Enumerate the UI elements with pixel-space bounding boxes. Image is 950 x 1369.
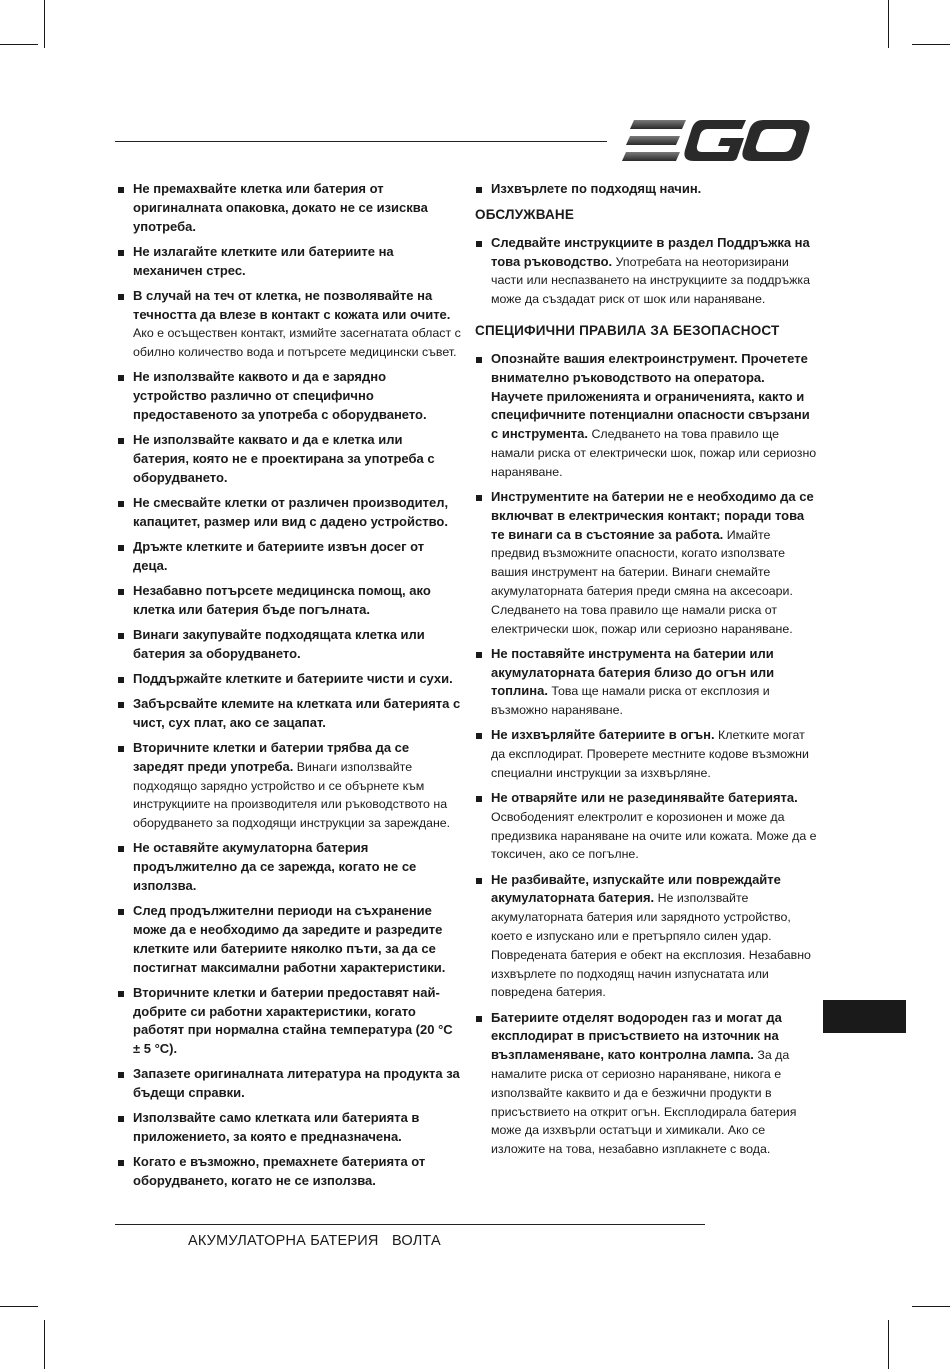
item-bold-text: Следвайте инструкциите в раздел Поддръжка на това ръководство. (491, 234, 810, 269)
item-normal-text: Освободеният електролит е корозионен и може да предизвика нараняване на очите или кожата. Може да е токсичен, ако се погълне. (491, 809, 817, 862)
item-bold-text: Не използвайте каквато и да е клетка или батерия, която не е проектирана за употреба с оборудването. (133, 432, 435, 485)
item-normal-text: Не използвайте акумулаторната батерия или зарядното устройство, което е изпускано или е претърпяло силен удар. Повредената батерия е обект на експлозия. Незабавно изхвърлете по подходящ начин изпуснатата или повредена батерия. (491, 891, 811, 1000)
list-item (475, 1009, 818, 1159)
item-bold-text: Изхвърлете по подходящ начин. (491, 181, 702, 196)
list-item (117, 287, 462, 362)
item-bold-text: Не отваряйте или не разединявайте батерията. (491, 790, 798, 806)
right-column (475, 180, 818, 1165)
list-item (117, 1065, 462, 1103)
section-heading-service: ОБСЛУЖВАНЕ (475, 206, 575, 222)
item-normal-text: Клетките могат да експлодират. Проверете местните кодове възможни специални инструкции за изхвърляне. (491, 728, 809, 780)
item-bold-text: Използвайте само клетката или батерията в приложението, за която е предназначена. (133, 1110, 420, 1145)
crop-mark (912, 44, 950, 45)
item-bold-text: Не премахвайте клетка или батерия от оригиналната опаковка, докато не се изисква употреба. (133, 181, 428, 234)
safety-list (475, 350, 818, 1159)
list-item (475, 645, 818, 720)
list-item (117, 243, 462, 281)
item-bold-text: Не поставяйте инструмента на батерии или акумулаторната батерия близо до огън или топлина. (491, 645, 775, 699)
crop-mark (44, 0, 45, 48)
list-item (475, 488, 818, 638)
right-top-list (475, 180, 818, 199)
item-normal-text: Употребата на неоторизирани части или неспазването на инструкциите за поддръжка може да създадат риск от шок или нараняване. (491, 254, 810, 307)
item-bold-text: Забърсвайте клемите на клетката или батерията с чист, сух плат, ако се зацапат. (133, 696, 461, 730)
item-bold-text: Когато е възможно, премахнете батерията от оборудването, когато не се използва. (133, 1154, 426, 1189)
item-bold-text: Не смесвайте клетки от различен производител, капацитет, размер или вид с дадено устройство. (133, 494, 449, 529)
crop-mark (44, 1320, 45, 1369)
item-normal-text: Това ще намали риска от експлозия и възможно нараняване. (491, 684, 770, 718)
list-item (117, 739, 462, 833)
item-bold-text: Вторичните клетки и батерии трябва да се заредят преди употреба. (133, 740, 410, 774)
item-bold-text: Не разбивайте, изпускайте или повреждайте акумулаторната батерия. (491, 871, 781, 906)
list-item (475, 350, 818, 482)
item-bold-text: След продължителни периоди на съхранение може да е необходимо да заредите и разредите клетките или батериите няколко пъти, за да се постигнат максимални работни характеристики. (133, 903, 446, 975)
item-normal-text: Следването на това правило ще намали риска от електрически шок, пожар или сериозно нараняване. (491, 427, 817, 479)
list-item (117, 1109, 462, 1147)
footer-voltage: ВОЛТА (392, 1233, 441, 1249)
list-item (475, 726, 818, 782)
ego-logo (622, 118, 810, 164)
list-item (117, 902, 462, 977)
left-list (117, 180, 462, 1191)
crop-mark (912, 1306, 950, 1307)
item-normal-text: За да намалите риска от сериозно нараняване, никога е използвайте каквито и да е безжични продукти в присъствието на открит огън. Експлодирала батерия може да изхвърли остатъци и химикали. Ако се изложите на това, незабавно изплакнете с вода. (491, 1048, 797, 1157)
item-bold-text: Не изхвърляйте батериите в огън. (491, 727, 715, 743)
list-item (117, 984, 462, 1059)
item-normal-text: Имайте предвид възможните опасности, когато използвате вашия инструмент на батерии. Винаги снемайте акумулаторната батерия преди смяна на аксесоари. Следването на това правило ще намали риска от електрически шок, пожар или сериозно нараняване. (491, 527, 793, 636)
item-bold-text: Не излагайте клетките или батериите на механичен стрес. (133, 243, 394, 278)
page-tab-marker (823, 1000, 906, 1033)
list-item (117, 431, 462, 487)
list-item (475, 234, 818, 309)
list-item (117, 494, 462, 532)
item-bold-text: Инструментите на батерии не е необходимо да се включват в електрическия контакт; поради това те винаги са в състояние за работа. (491, 488, 814, 542)
item-bold-text: Не оставяйте акумулаторна батерия продължително да се зарежда, когато не се използва. (133, 840, 417, 893)
crop-mark (888, 0, 889, 48)
item-bold-text: Винаги закупувайте подходящата клетка или батерия за оборудването. (133, 626, 425, 661)
list-item (117, 368, 462, 424)
section-heading-safety: СПЕЦИФИЧНИ ПРАВИЛА ЗА БЕЗОПАСНОСТ (475, 322, 780, 338)
list-item (117, 582, 462, 620)
list-item (117, 538, 462, 576)
service-list (475, 234, 818, 309)
item-bold-text: Незабавно потърсете медицинска помощ, ако клетка или батерия бъде погълната. (133, 582, 431, 617)
footer-product-name: АКУМУЛАТОРНА БАТЕРИЯ (188, 1233, 379, 1249)
list-item (117, 670, 462, 689)
list-item (117, 1153, 462, 1191)
list-item (117, 695, 462, 733)
item-bold-text: Запазете оригиналната литература на продукта за бъдещи справки. (133, 1066, 460, 1101)
item-normal-text: Ако е осъществен контакт, измийте засегнатата област с обилно количество вода и потърсете медицински съвет. (133, 326, 461, 360)
list-item (117, 839, 462, 895)
list-item (117, 626, 462, 664)
crop-mark (888, 1320, 889, 1369)
list-item (475, 180, 818, 199)
item-bold-text: Не използвайте каквото и да е зарядно устройство различно от специфично предоставеното за употреба с оборудването. (133, 369, 427, 422)
list-item (117, 180, 462, 236)
item-bold-text: Поддържайте клетките и батериите чисти и сухи. (133, 670, 453, 686)
item-bold-text: В случай на теч от клетка, не позволявайте на течността да влезе в контакт с кожата или очите. (133, 287, 451, 322)
item-bold-text: Опознайте вашия електроинструмент. Прочетете внимателно ръководството на оператора. Научете приложенията и ограниченията, както и специфичните потенциални опасности свързани с инструмента. (491, 350, 810, 442)
item-bold-text: Вторичните клетки и батерии предоставят най-добрите си работни характеристики, когато работят при нормална стайна температура (20 °C ± 5 °C). (133, 984, 453, 1057)
item-bold-text: Дръжте клетките и батериите извън досег от деца. (133, 538, 425, 573)
left-column (117, 180, 462, 1197)
crop-mark (0, 1306, 38, 1307)
footer-rule (115, 1224, 705, 1225)
crop-mark (0, 44, 38, 45)
header-rule (115, 141, 607, 142)
list-item (475, 871, 818, 1003)
list-item (475, 789, 818, 864)
item-normal-text: Винаги използвайте подходящо зарядно устройство и се обърнете към инструкциите на производителя или ръководството на оборудването за подходящи инструкции за зареждане. (133, 759, 451, 831)
item-bold-text: Батериите отделят водороден газ и могат да експлодират в присъствието на източник на възпламеняване, като контролна лампа. (491, 1009, 782, 1063)
